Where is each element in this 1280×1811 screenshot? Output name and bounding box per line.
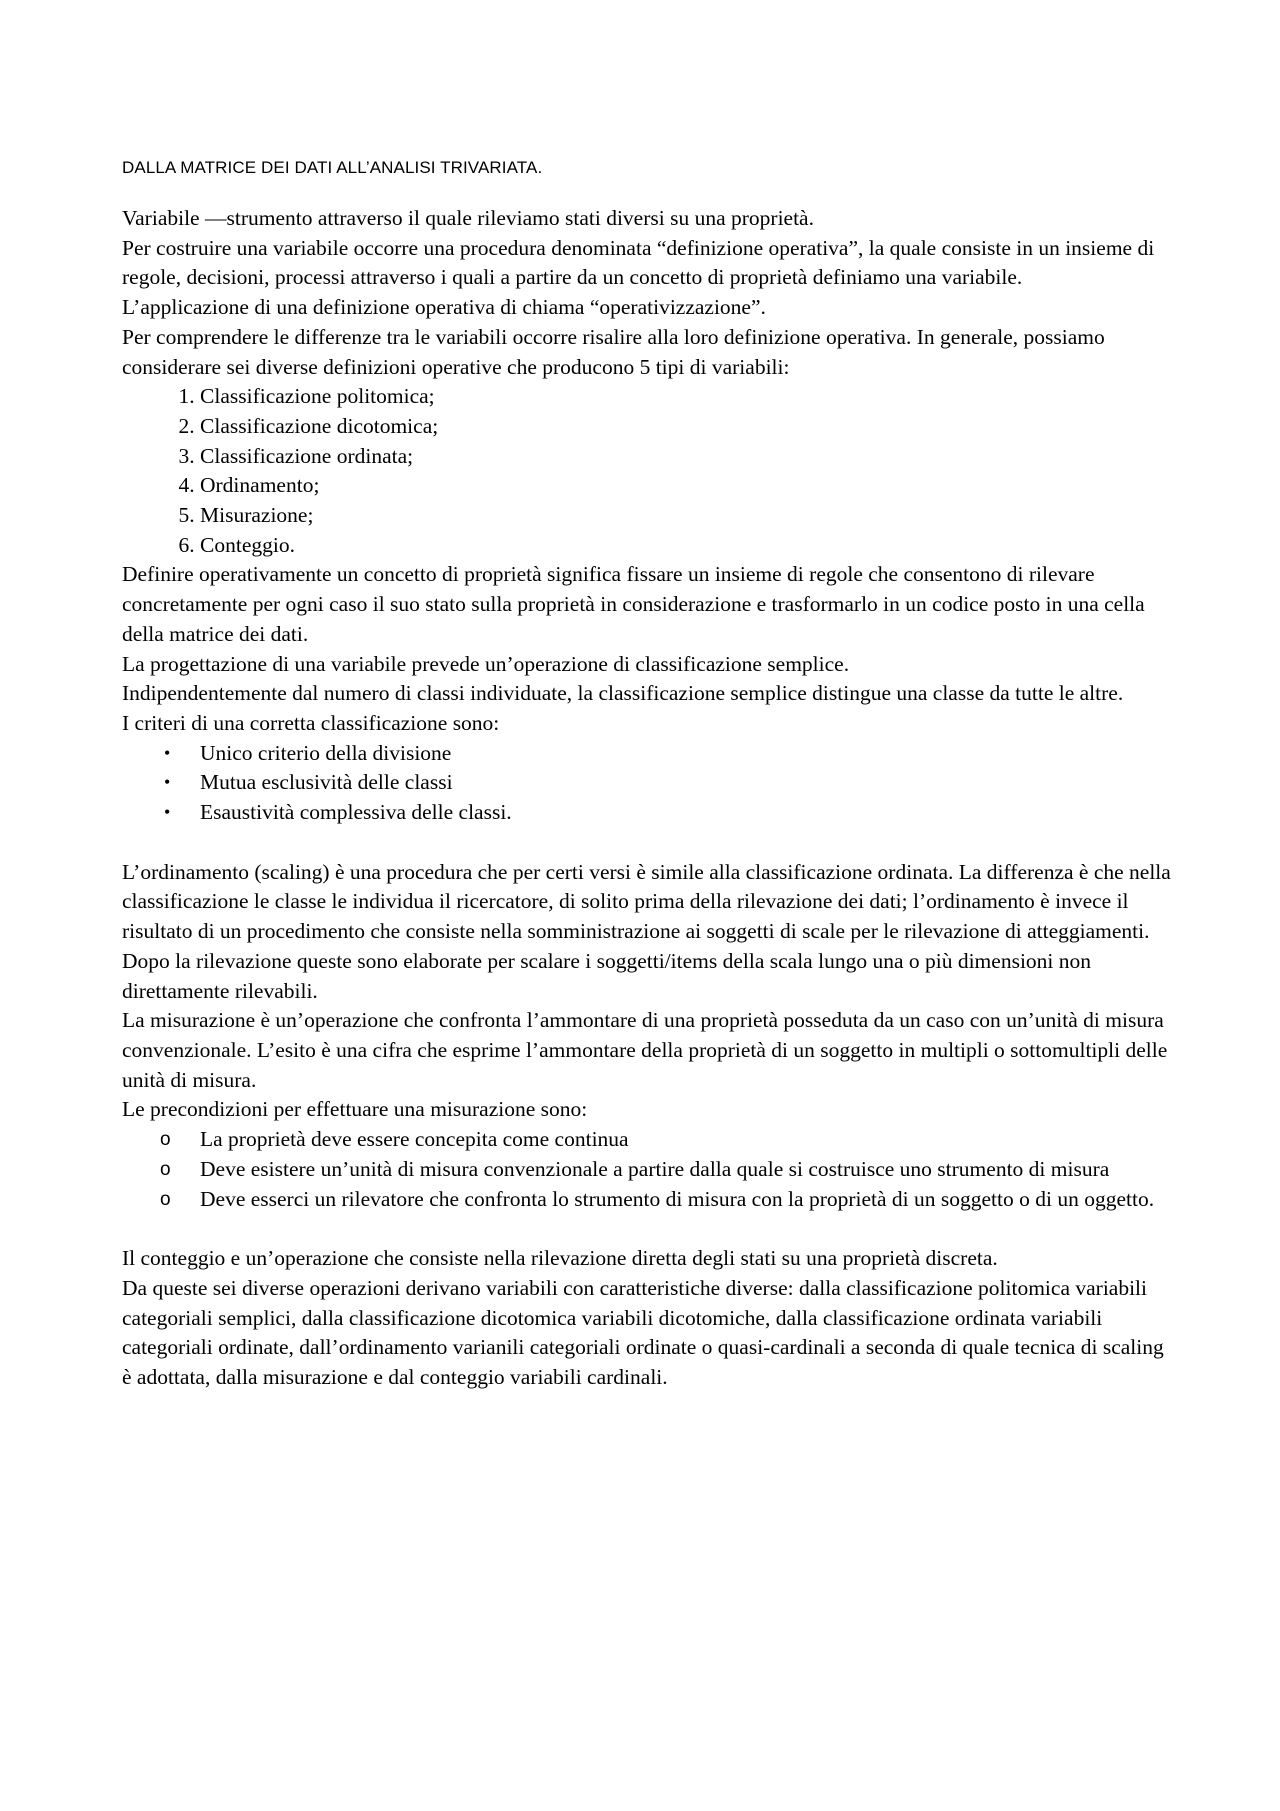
circle-bullet-icon: o (160, 1129, 171, 1151)
paragraph-definizione-operativa: Per costruire una variabile occorre una procedura denominata “definizione operativa”, la quale consiste in un insieme di regole, decisioni, processi attraverso i quali a partire da un concetto di proprietà definiamo una variabile. (122, 235, 1155, 290)
paragraph-ordinamento: L’ordinamento (scaling) è una procedura che per certi versi è simile alla classificazione ordinata. La differenza è che nella classificazione le classe le individua il ricercatore, di solito prima della rilevazione dei dati; l’ordinamento è invece il risultato di un procedimento che consiste nella somministrazione ai soggetti di scale per le rilevazione di atteggiamenti. Dopo la rilevazione queste sono elaborate per scalare i soggetti/items della scala lungo una o più dimensioni non direttamente rilevabili. (122, 859, 1171, 1003)
document-title: DALLA MATRICE DEI DATI ALL’ANALISI TRIVARIATA. (122, 158, 543, 177)
list-item: 5. Misurazione; (200, 501, 1172, 531)
list-item (164, 798, 1172, 828)
paragraph-precondizioni: Le precondizioni per effettuare una misurazione sono: (122, 1097, 588, 1122)
list-item: 6. Conteggio. (200, 531, 1172, 561)
list-item: 1. Classificazione politomica; (200, 382, 1172, 412)
list-item-text: Unico criterio della divisione (200, 740, 452, 765)
paragraph-variabile: Variabile —strumento attraverso il quale rileviamo stati diversi su una proprietà. (122, 206, 814, 230)
list-item (160, 1185, 1172, 1215)
bullet-icon: • (164, 742, 171, 763)
bullet-list (122, 739, 1172, 828)
list-item (160, 1125, 1172, 1155)
paragraph-progettazione: La progettazione di una variabile prevede un’operazione di classificazione semplice. (122, 651, 850, 676)
paragraph-conteggio: Il conteggio e un’operazione che consiste nella rilevazione diretta degli stati su una proprietà discreta. (122, 1246, 998, 1271)
paragraph-conclusione: Da queste sei diverse operazioni derivano variabili con caratteristiche diverse: dalla classificazione politomica variabili categoriali semplici, dalla classificazione dicotomica variabili dicotomiche, dalla classificazione ordinata variabili categoriali ordinate, dall’ordinamento varianili categoriali ordinate o quasi-cardinali a seconda di quale tecnica di scaling è adottata, dalla misurazione e dal conteggio variabili cardinali. (122, 1275, 1164, 1390)
spacer (122, 1214, 1172, 1244)
paragraph-indipendentemente: Indipendentemente dal numero di classi individuate, la classificazione semplice distingue una classe da tutte le altre. (122, 681, 1124, 706)
circle-list (122, 1125, 1172, 1214)
bullet-icon: • (164, 802, 171, 823)
list-item (164, 768, 1172, 798)
list-item-text: Deve esistere un’unità di misura convenzionale a partire dalla quale si costruisce uno strumento di misura (200, 1156, 1110, 1181)
list-item-text: Deve esserci un rilevatore che confronta lo strumento di misura con la proprietà di un soggetto o di un oggetto. (200, 1186, 1155, 1211)
paragraph-criteri: I criteri di una corretta classificazione sono: (122, 710, 500, 735)
list-item-text: Mutua esclusività delle classi (200, 770, 453, 795)
circle-bullet-icon: o (160, 1158, 171, 1180)
numbered-list (122, 382, 1172, 560)
paragraph-operativizzazione: L’applicazione di una definizione operativa di chiama “operativizzazione”. (122, 295, 766, 320)
list-item: 2. Classificazione dicotomica; (200, 412, 1172, 442)
circle-bullet-icon: o (160, 1188, 171, 1210)
list-item-text: Esaustività complessiva delle classi. (200, 800, 512, 825)
document-page (122, 156, 1172, 1393)
paragraph-misurazione: La misurazione è un’operazione che confronta l’ammontare di una proprietà posseduta da un caso con un’unità di misura convenzionale. L’esito è una cifra che esprime l’ammontare della proprietà di un soggetto in multipli o sottomultipli delle unità di misura. (122, 1008, 1168, 1092)
paragraph-definire: Definire operativamente un concetto di proprietà significa fissare un insieme di regole che consentono di rilevare concretamente per ogni caso il suo stato sulla proprietà in considerazione e trasformarlo in un codice posto in una cella della matrice dei dati. (122, 562, 1145, 646)
list-item: 3. Classificazione ordinata; (200, 442, 1172, 472)
list-item-text: La proprietà deve essere concepita come continua (200, 1127, 629, 1152)
bullet-icon: • (164, 772, 171, 793)
list-item: 4. Ordinamento; (200, 471, 1172, 501)
list-item (164, 739, 1172, 769)
spacer (122, 828, 1172, 858)
list-item (160, 1155, 1172, 1185)
paragraph-differenze: Per comprendere le differenze tra le variabili occorre risalire alla loro definizione operativa. In generale, possiamo considerare sei diverse definizioni operative che producono 5 tipi di variabili: (122, 324, 1105, 379)
